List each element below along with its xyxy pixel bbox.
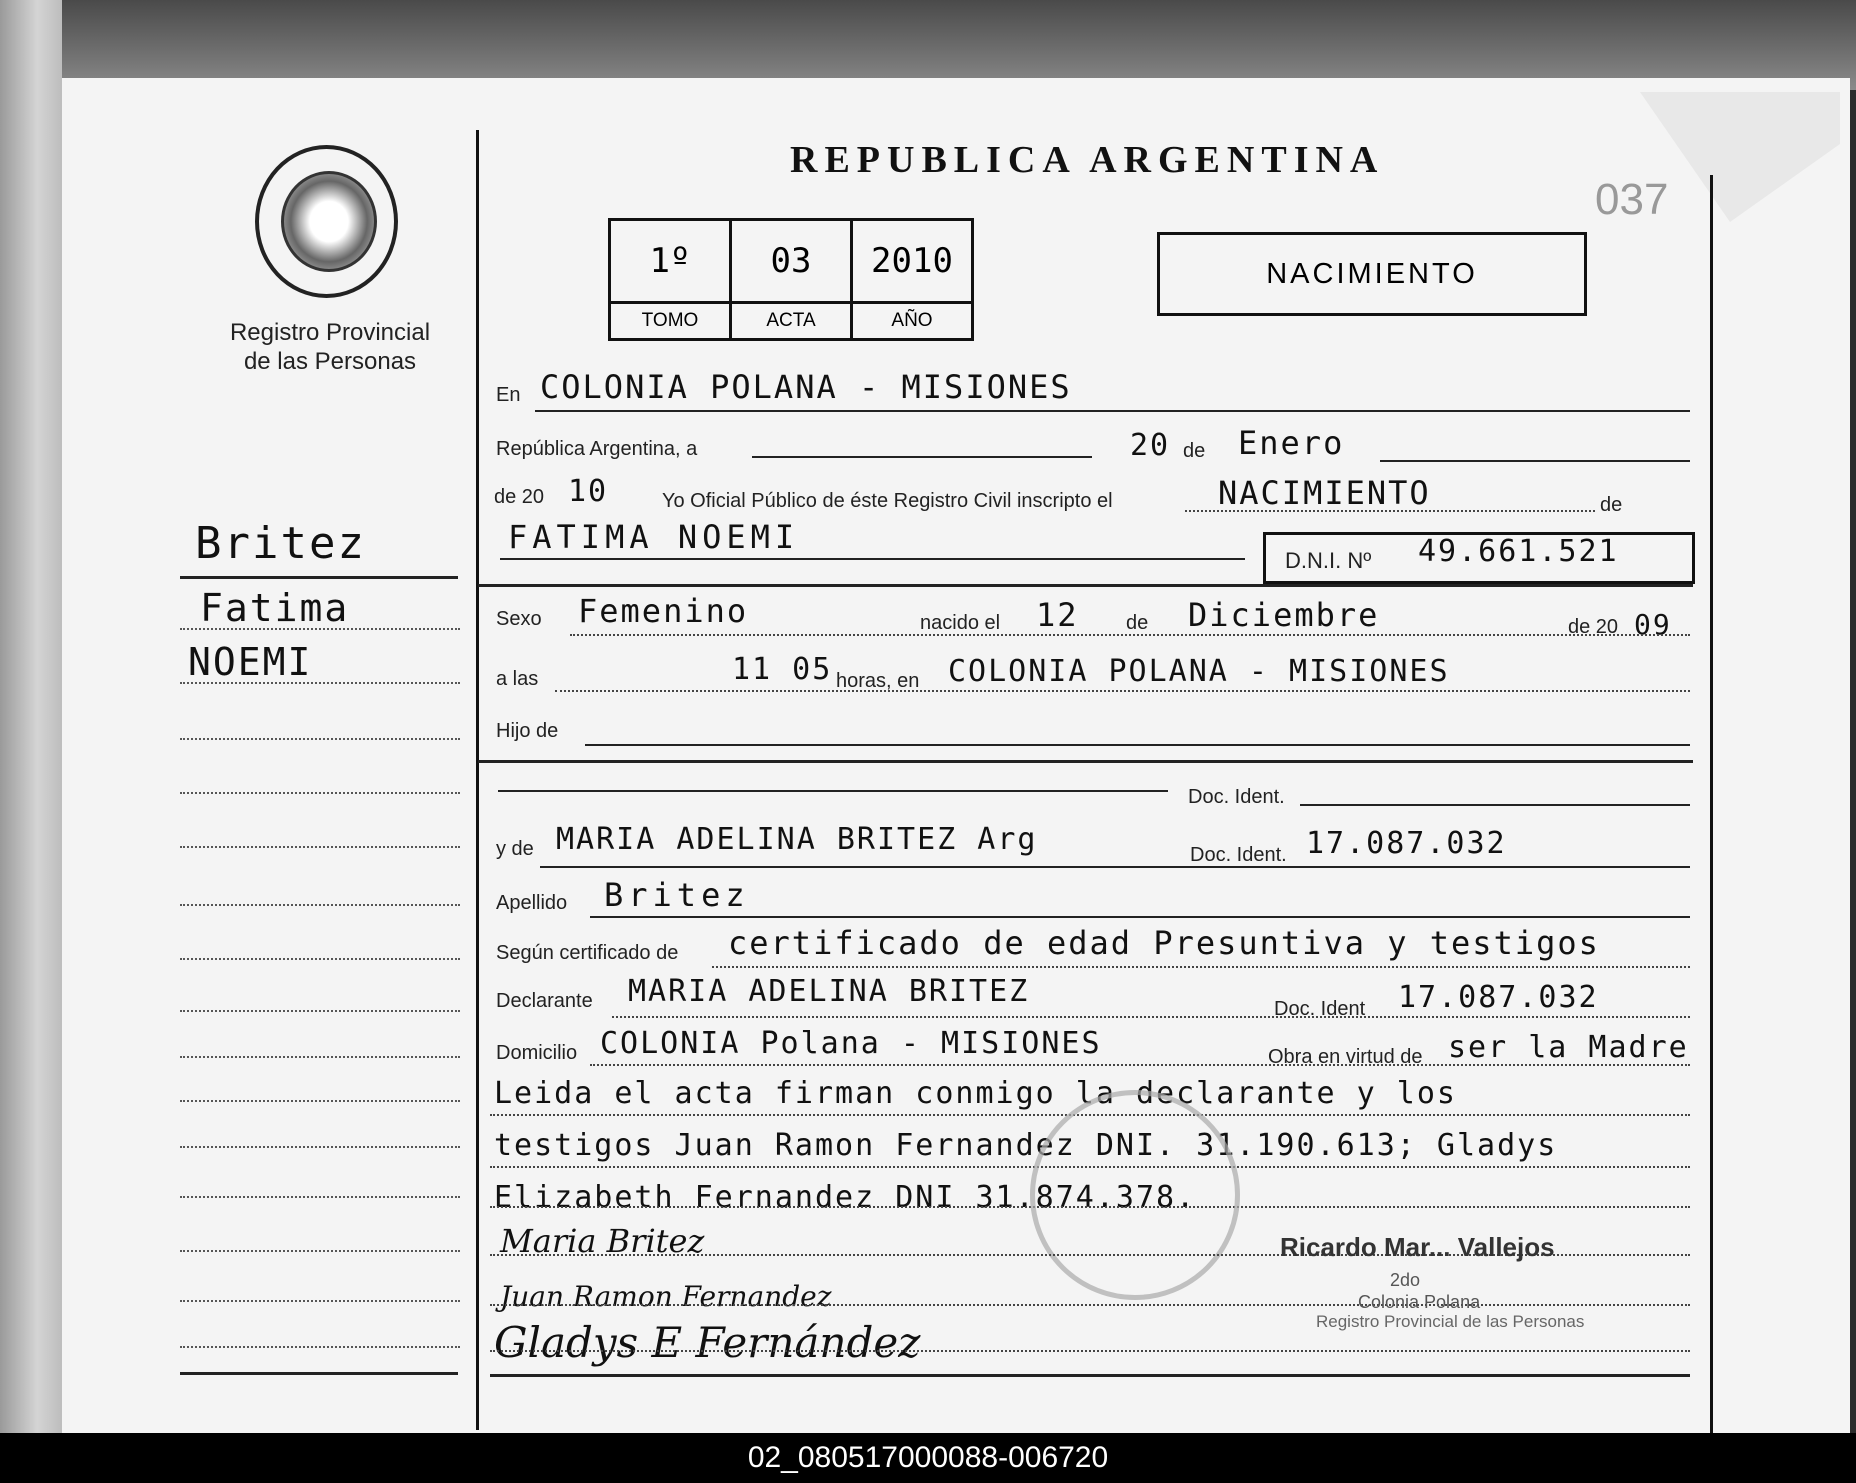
- label-y-de: y de: [496, 838, 534, 860]
- value-sexo: Femenino: [578, 592, 749, 630]
- line-nombre: [500, 558, 1245, 560]
- value-madre-doc: 17.087.032: [1306, 826, 1507, 861]
- registry-line-2: de las Personas: [243, 348, 417, 375]
- tomo-value: 1º: [610, 220, 731, 303]
- official-name: Ricardo Mar... Vallejos: [1280, 1232, 1555, 1262]
- label-de-mes: de: [1126, 612, 1149, 634]
- margin-line: [180, 1146, 460, 1148]
- official-place: Colonia Polana: [1358, 1292, 1481, 1312]
- value-nombre: FATIMA NOEMI: [508, 518, 800, 556]
- seal-emblem: [281, 171, 377, 272]
- official-registry: Registro Provincial de las Personas: [1316, 1312, 1585, 1331]
- value-anio-suffix: 10: [568, 474, 609, 509]
- label-segun: Según certificado de: [496, 942, 679, 964]
- value-obra: ser la Madre: [1448, 1030, 1689, 1065]
- signature-2: Juan Ramon Fernandez: [500, 1280, 832, 1313]
- margin-line: [180, 738, 460, 740]
- margin-surname: Britez: [195, 518, 366, 569]
- line-segun: [712, 966, 1690, 968]
- line-republica: [752, 456, 1092, 458]
- value-nac-anio: 09: [1634, 608, 1672, 641]
- line-apellido: [590, 916, 1690, 918]
- line-sig-3: [490, 1350, 1690, 1352]
- value-nac-mes: Diciembre: [1188, 596, 1380, 634]
- margin-rule: [180, 576, 458, 579]
- margin-line: [180, 958, 460, 960]
- registry-line-1: Registro Provincial: [229, 319, 431, 346]
- label-a-las: a las: [496, 668, 539, 690]
- acta-label: ACTA: [731, 303, 852, 340]
- line-mes: [1380, 460, 1690, 462]
- margin-line: [180, 1346, 460, 1348]
- label-de-end: de: [1600, 494, 1623, 516]
- label-doc1: Doc. Ident.: [1188, 786, 1285, 808]
- official-stamp: [1030, 1090, 1240, 1300]
- anio-label: AÑO: [852, 303, 973, 340]
- value-dia: 20: [1130, 428, 1171, 463]
- value-dni: 49.661.521: [1418, 534, 1619, 569]
- label-domicilio: Domicilio: [496, 1042, 578, 1064]
- line-y-de: [540, 866, 1690, 868]
- value-domicilio: COLONIA Polana - MISIONES: [600, 1026, 1102, 1061]
- page-number: 037: [1595, 175, 1669, 224]
- binding-edge: [0, 0, 62, 1433]
- doc-type-box: NACIMIENTO: [1157, 232, 1587, 316]
- label-doc2: Doc. Ident.: [1190, 844, 1287, 866]
- margin-line: [180, 904, 460, 906]
- label-oficial: Yo Oficial Público de éste Registro Civil inscripto el: [662, 490, 1113, 512]
- line-inscripto: [1185, 510, 1595, 512]
- label-dni: D.N.I. Nº: [1285, 548, 1372, 573]
- province-seal-icon: [255, 145, 398, 298]
- label-horas: horas, en: [836, 670, 920, 692]
- label-obra: Obra en virtud de: [1268, 1046, 1423, 1068]
- line-doc1: [1300, 804, 1690, 806]
- anio-value: 2010: [852, 220, 973, 303]
- line-sexo: [570, 634, 1690, 636]
- margin-line: [180, 682, 460, 684]
- margin-line: [180, 792, 460, 794]
- margin-divider: [476, 130, 479, 1430]
- value-declarante-doc: 17.087.032: [1398, 980, 1599, 1015]
- margin-rule-bottom: [180, 1372, 458, 1375]
- margin-given1: Fatima: [200, 586, 350, 630]
- margin-line: [180, 1250, 460, 1252]
- line-sig-2: [490, 1304, 1690, 1306]
- line-father: [498, 790, 1168, 792]
- margin-line: [180, 1196, 460, 1198]
- line-declarante: [612, 1016, 1690, 1018]
- signature-3: Gladys E Fernández: [494, 1318, 921, 1367]
- registry-name: [200, 318, 460, 376]
- line-hijo: [585, 744, 1690, 746]
- margin-line: [180, 1100, 460, 1102]
- label-de2010: de 20: [494, 486, 545, 508]
- text-line-2: testigos Juan Ramon Fernandez DNI. 31.190.613; Gladys: [494, 1128, 1558, 1163]
- value-inscripto: NACIMIENTO: [1218, 474, 1431, 512]
- margin-line: [180, 1010, 460, 1012]
- line-domicilio: [590, 1064, 1690, 1066]
- value-nac-dia: 12: [1036, 596, 1079, 634]
- margin-given2: NOEMI: [188, 640, 313, 684]
- official-role: 2do: [1390, 1270, 1421, 1290]
- label-hijo: Hijo de: [496, 720, 559, 742]
- value-hora: 11 05: [732, 652, 833, 687]
- value-certificado: certificado de edad Presuntiva y testigos: [728, 924, 1600, 962]
- value-lugar-nac: COLONIA POLANA - MISIONES: [948, 654, 1450, 689]
- value-declarante: MARIA ADELINA BRITEZ: [628, 974, 1030, 1009]
- label-nacido: nacido el: [920, 612, 1001, 634]
- text-line-3: Elizabeth Fernandez DNI 31.874.378.: [494, 1180, 1197, 1215]
- margin-line: [180, 1056, 460, 1058]
- label-declarante: Declarante: [496, 990, 593, 1012]
- text-line-1: Leida el acta firman conmigo la declarante y los: [494, 1076, 1457, 1111]
- label-sexo: Sexo: [496, 608, 542, 630]
- right-border: [1710, 175, 1713, 1433]
- document-title: REPUBLICA ARGENTINA: [790, 139, 1385, 181]
- line-a-las: [555, 690, 1690, 692]
- value-mes: Enero: [1238, 424, 1345, 462]
- label-de-anio: de 20: [1568, 616, 1619, 638]
- value-madre: MARIA ADELINA BRITEZ Arg: [556, 822, 1038, 857]
- margin-line: [180, 628, 460, 630]
- acta-value: 03: [731, 220, 852, 303]
- label-de: de: [1183, 440, 1206, 462]
- label-en: En: [496, 384, 521, 406]
- tomo-label: TOMO: [610, 303, 731, 340]
- separator: [478, 584, 1693, 587]
- value-apellido: Britez: [604, 876, 750, 914]
- margin-line: [180, 1300, 460, 1302]
- record-grid: [608, 218, 974, 341]
- label-doc3: Doc. Ident: [1274, 998, 1366, 1020]
- image-id-caption: 02_080517000088-006720: [0, 1433, 1856, 1483]
- label-republica: República Argentina, a: [496, 438, 698, 460]
- margin-line: [180, 846, 460, 848]
- label-apellido: Apellido: [496, 892, 568, 914]
- signature-1: Maria Britez: [500, 1222, 705, 1260]
- background-top: [0, 0, 1856, 90]
- separator: [478, 760, 1693, 763]
- bottom-rule: [490, 1374, 1690, 1377]
- value-lugar: COLONIA POLANA - MISIONES: [540, 368, 1072, 406]
- line-en: [535, 410, 1690, 412]
